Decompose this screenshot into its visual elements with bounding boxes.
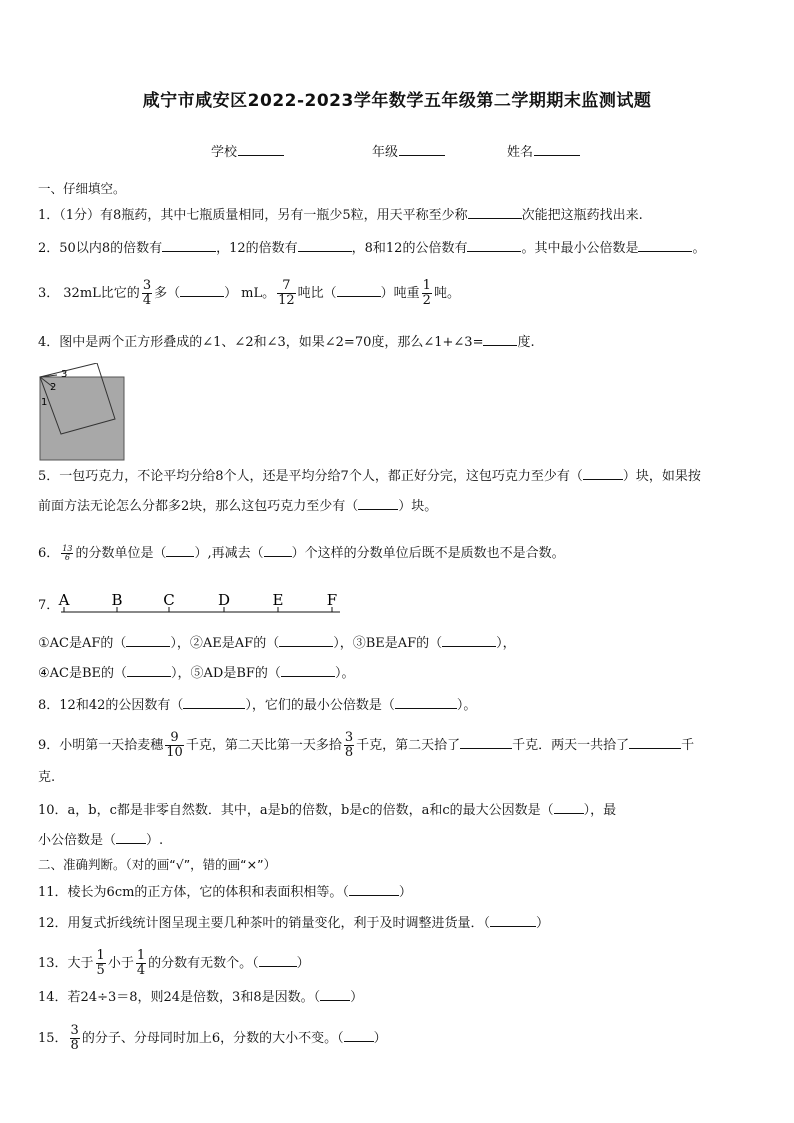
q5-text: ）块。 [398, 499, 438, 514]
q7-text: ）， [496, 636, 516, 651]
point-label-e: E [272, 591, 284, 609]
q5-blank-2[interactable] [358, 497, 398, 510]
q10-text: ）. [146, 833, 164, 848]
q9-blank-1[interactable] [460, 736, 512, 749]
q8-text: ），它们的最小公倍数是（ [245, 698, 395, 713]
name-blank[interactable] [534, 143, 580, 156]
q6-numerator: 13 [62, 544, 73, 553]
q7-text: ④AC是BE的（ [38, 666, 128, 681]
q9-text: 千 [681, 738, 695, 753]
point-label-b: B [111, 591, 123, 609]
q11-text: 11．棱长为6cm的正方体，它的体积和表面积相等。（ [38, 885, 349, 900]
q3-text: ）吨重 [380, 286, 420, 301]
q15-numerator: 3 [70, 1023, 79, 1038]
q9-f2-denominator: 8 [344, 745, 354, 760]
q7-text: ）。 [334, 666, 355, 681]
q9-blank-2[interactable] [629, 736, 681, 749]
q2-blank-3[interactable] [467, 239, 521, 252]
q13-f1-numerator: 1 [96, 948, 105, 963]
q2-text: ，8和12的公倍数有 [351, 241, 468, 256]
q7-text: ），③BE是AF的（ [333, 636, 443, 651]
q6-text: 6． [38, 546, 60, 561]
q10-blank-1[interactable] [554, 801, 584, 814]
q1-blank[interactable] [468, 206, 522, 219]
school-label: 学校 [211, 145, 238, 160]
question-2 [38, 239, 758, 258]
q8-text: ）。 [456, 698, 477, 713]
q2-blank-1[interactable] [162, 239, 216, 252]
grade-label: 年级 [372, 145, 399, 160]
q13-text: 13．大于 [38, 956, 94, 971]
q10-blank-2[interactable] [116, 831, 146, 844]
q9-text: 千克．两天一共拾了 [512, 738, 630, 753]
q13-f2-numerator: 1 [136, 948, 146, 963]
q3-fraction-3 [422, 279, 432, 308]
q3-f1-numerator: 3 [142, 278, 152, 293]
q12-blank[interactable] [490, 914, 536, 927]
q6-blank-1[interactable] [166, 544, 194, 557]
q6-blank-2[interactable] [264, 544, 292, 557]
q7-blank-3[interactable] [442, 634, 496, 647]
name-field[interactable] [507, 141, 580, 160]
q3-text: 比它的 [100, 286, 140, 301]
question-7-line-1 [38, 634, 758, 653]
q13-text: 小于 [107, 956, 134, 971]
q1-text-end: 次能把这瓶药找出来. [521, 208, 643, 223]
section-2-heading: 二、准确判断。（对的画“√”，错的画“×”） [38, 857, 277, 872]
q9-fraction-2 [344, 731, 354, 760]
school-field[interactable] [211, 141, 284, 160]
q2-text: 。 [692, 241, 706, 256]
q3-blank-1[interactable] [180, 284, 224, 297]
question-4 [38, 333, 758, 352]
q15-denominator: 8 [70, 1038, 79, 1053]
q2-blank-4[interactable] [638, 239, 692, 252]
point-label-c: C [163, 591, 175, 609]
question-14 [38, 988, 758, 1007]
q3-text: ） [224, 286, 238, 301]
q7-blank-1[interactable] [126, 634, 170, 647]
q14-text: ） [350, 990, 364, 1005]
q10-text: ），最 [583, 803, 617, 818]
q2-text: ，12的倍数有 [216, 241, 298, 256]
q3-text: 多（ [154, 286, 181, 301]
q13-blank[interactable] [259, 954, 297, 967]
question-6 [38, 544, 758, 563]
q9-fraction-1 [165, 731, 184, 760]
q6-text: ）,再减去（ [194, 546, 264, 561]
q2-text: 。其中最小公倍数是 [521, 241, 639, 256]
question-11 [38, 883, 758, 902]
q3-f3-numerator: 1 [422, 278, 431, 293]
q2-blank-2[interactable] [298, 239, 352, 252]
q3-f1-denominator: 4 [142, 293, 152, 308]
q14-blank[interactable] [320, 988, 350, 1001]
q3-blank-2[interactable] [337, 284, 381, 297]
q12-text: 12．用复式折线统计图呈现主要几种茶叶的销量变化，利于及时调整进货量．（ [38, 916, 491, 931]
question-9-line-2: 克. [38, 770, 56, 785]
question-13 [38, 949, 758, 978]
q9-text: 千克，第二天拾了 [356, 738, 461, 753]
point-label-d: D [217, 591, 231, 609]
q15-fraction [70, 1024, 80, 1053]
grade-blank[interactable] [399, 143, 445, 156]
q12-text: ） [536, 916, 550, 931]
q4-text-end: 度. [517, 335, 535, 350]
q15-text: 15． [38, 1031, 68, 1046]
angle-label-2: 2 [50, 382, 57, 393]
q10-text: 小公倍数是（ [38, 833, 117, 848]
school-blank[interactable] [238, 143, 284, 156]
question-15 [38, 1024, 758, 1053]
page-title: 咸宁市咸安区2022-2023学年数学五年级第二学期期末监测试题 [142, 91, 652, 111]
q10-text: 10．a，b，c都是非零自然数．其中，a是b的倍数，b是c的倍数，a和c的最大公因数是（ [38, 803, 554, 818]
q15-blank[interactable] [344, 1029, 374, 1042]
q9-text: 9．小明第一天拾麦穗 [38, 738, 164, 753]
name-label: 姓名 [507, 145, 534, 160]
question-8 [38, 696, 758, 715]
q6-denominator: 6 [64, 553, 70, 562]
angle-label-3: 3 [61, 369, 68, 380]
q14-text: 14．若24÷3＝8，则24是倍数，3和8是因数。（ [38, 990, 321, 1005]
q3-text: 吨。 [433, 286, 460, 301]
q8-blank-2[interactable] [395, 696, 457, 709]
q3-f2-denominator: 12 [278, 293, 295, 308]
q4-blank[interactable] [483, 333, 517, 346]
angle-label-1: 1 [41, 397, 48, 408]
q9-f1-denominator: 10 [166, 745, 183, 760]
q6-text: ）个这样的分数单位后既不是质数也不是合数。 [291, 546, 565, 561]
q13-f1-denominator: 5 [96, 963, 105, 978]
q3-fraction-2 [277, 279, 296, 308]
question-1 [38, 206, 758, 225]
q4-text: 4．图中是两个正方形叠成的∠1、∠2和∠3，如果∠2=70度，那么∠1+∠3= [38, 335, 484, 350]
question-7-number: 7． [38, 598, 60, 613]
grade-field[interactable] [372, 141, 445, 160]
q8-blank-1[interactable] [183, 696, 245, 709]
q9-f1-numerator: 9 [165, 731, 184, 746]
q3-text: 吨比（ [297, 286, 337, 301]
point-label-a: A [58, 591, 70, 609]
q7-text: ），⑤AD是BF的（ [171, 666, 281, 681]
q4-overlapping-squares-figure [39, 363, 131, 461]
question-3 [38, 279, 758, 308]
q9-f2-numerator: 3 [344, 730, 354, 745]
section-1-heading: 一、仔细填空。 [38, 181, 126, 196]
q6-fraction [61, 545, 73, 562]
q3-f2-numerator: 7 [277, 279, 296, 294]
q13-fraction-1 [96, 949, 106, 978]
q11-text: ） [398, 885, 412, 900]
q13-text: ） [296, 956, 310, 971]
q3-text: 3． [38, 286, 60, 301]
q15-text: 的分子、分母同时加上6，分数的大小不变。（ [81, 1031, 344, 1046]
question-9-line-1 [38, 731, 758, 760]
q3-text: mL。 [241, 286, 276, 301]
q3-fraction-1 [142, 279, 152, 308]
q5-text: 5．一包巧克力，不论平均分给8个人，还是平均分给7个人，都正好分完，这包巧克力至少有（ [38, 469, 583, 484]
q11-blank[interactable] [349, 883, 399, 896]
q3-f3-denominator: 2 [422, 293, 431, 308]
q15-text: ） [373, 1031, 387, 1046]
q5-blank-1[interactable] [583, 467, 623, 480]
q13-text: 的分数有无数个。（ [148, 956, 259, 971]
question-5-line-1 [38, 467, 758, 486]
question-10-line-2 [38, 831, 758, 850]
question-10-line-1 [38, 801, 758, 820]
q6-text: 的分数单位是（ [75, 546, 167, 561]
segment-points [58, 591, 337, 612]
q13-f2-denominator: 4 [136, 963, 146, 978]
q7-blank-2[interactable] [279, 634, 333, 647]
q1-text: 1．（1分）有8瓶药，其中七瓶质量相同，另有一瓶少5粒，用天平称至少称 [38, 208, 468, 223]
question-5-line-2 [38, 497, 758, 516]
q3-text: 32mL [63, 286, 101, 301]
q9-text: 千克，第二天比第一天多拾 [185, 738, 342, 753]
q7-number-line [58, 590, 348, 620]
q7-text: ），②AE是AF的（ [170, 636, 280, 651]
q5-text: 前面方法无论怎么分都多2块，那么这包巧克力至少有（ [38, 499, 359, 514]
q7-text: ①AC是AF的（ [38, 636, 127, 651]
q13-fraction-2 [136, 949, 146, 978]
point-label-f: F [326, 591, 338, 609]
question-7-line-2 [38, 664, 758, 683]
question-12 [38, 914, 758, 933]
q2-text: 2．50以内8的倍数有 [38, 241, 163, 256]
q7-blank-5[interactable] [281, 664, 335, 677]
q5-text: ）块，如果按 [622, 469, 701, 484]
q8-text: 8．12和42的公因数有（ [38, 698, 184, 713]
q7-blank-4[interactable] [127, 664, 171, 677]
